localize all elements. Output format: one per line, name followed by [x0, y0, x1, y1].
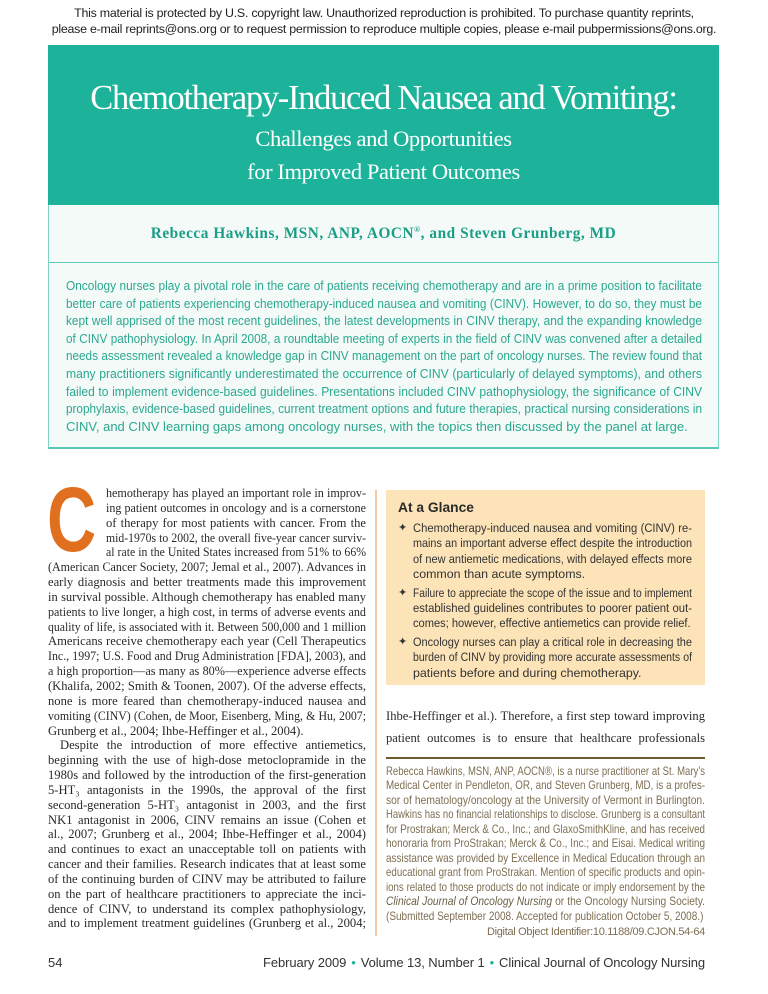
text-line: Oncology nurses can play a critical role in decreasing the [413, 635, 693, 650]
text-line: common than acute symptoms. [413, 566, 586, 581]
authors: Rebecca Hawkins, MSN, ANP, AOCN®, and Steven Grunberg, MD [150, 225, 617, 243]
text-line: Medical Center in Pendleton, OR, and Steven Grunberg, MD, is a profes- [386, 779, 706, 793]
text-line: (Khalifa, 2002; Smith & Toonen, 2007). Of the adverse effects, [48, 678, 366, 693]
bullet-icon: • [351, 955, 356, 970]
text-line: of therapy for most patients with cancer. From the [106, 515, 366, 530]
text-line: of new antiemetic medications, with delayed effects more [413, 551, 692, 566]
text-line: mid-1970s to 2002, the overall five-year cancer surviv- [106, 530, 366, 545]
bullet-icon: • [489, 955, 495, 970]
glance-bullet [398, 586, 692, 632]
text-line: al rate in the United States increased from 51% to 66% [106, 545, 367, 560]
drop-cap: C [47, 469, 97, 571]
glance-bullet [398, 521, 692, 582]
text-line: Inc., 1997; U.S. Food and Drug Administration [FDA], 2003), and [48, 649, 367, 664]
doi: Digital Object Identifier:10.1188/09.CJON.54-64 [486, 926, 705, 938]
abstract-panel [48, 205, 719, 449]
text-line: Americans receive chemotherapy each year (Cell Therapeutics [48, 634, 366, 649]
text-line: patient outcomes is to ensure that healthcare professionals [386, 731, 705, 745]
text-line: Oncology nurses play a pivotal role in the care of patients receiving chemotherapy and are in a prime position to facilitate [66, 278, 702, 293]
text-line: better care of patients experiencing chemotherapy-induced nausea and vomiting (CINV). However, to do so, they must be [66, 295, 702, 311]
text-line: comes; however, effective antiemetics can provide relief. [413, 616, 691, 631]
text-line: Failure to appreciate the scope of the issue and to implement [413, 585, 692, 600]
text-line: 1980s and followed by the introduction of the first-generation [48, 768, 366, 783]
text-line: cancer and their families. Research indicates that at least some [48, 857, 366, 872]
bio-divider [386, 757, 705, 759]
abstract [66, 277, 702, 435]
text-line: al., 2007; Grunberg et al., 2004; Ihbe-Heffinger et al., 2004) [48, 827, 366, 842]
star-bullet-icon: ✦ [398, 522, 408, 534]
running-footer: February 2009 • Volume 13, Number 1 • Clinical Journal of Oncology Nursing [263, 955, 705, 970]
text-line: CINV, and CINV learning gaps among oncology nurses, with the topics then discussed by the panel at large. [66, 418, 688, 434]
page-number: 54 [48, 955, 63, 970]
text-line: Grunberg et al., 2004; Ihbe-Heffinger et al., 2004). [48, 723, 304, 738]
text-line: (Submitted September 2008. Accepted for publication October 5, 2008.) [386, 909, 704, 923]
text-line: Ihbe-Heffinger et al.). Therefore, a first step toward improving [386, 709, 705, 723]
text-line: Hawkins has no financial relationships to disclose. Grunberg is a consultant [386, 808, 706, 822]
text-line: sor of hematology/oncology at the University of Vermont in Burlington. [386, 793, 705, 807]
text-line: Rebecca Hawkins, MSN, ANP, AOCN®, is a nurse practitioner at St. Mary’s [386, 765, 705, 778]
text-line: Clinical Journal of Oncology Nursing or the Oncology Nursing Society. [386, 895, 705, 909]
text-line: NK1 antagonist in 2006, CINV remains an issue (Cohen et [48, 812, 366, 827]
text-line: established guidelines contributes to poorer patient out- [413, 600, 692, 615]
glance-bullet [398, 635, 692, 681]
divider [49, 262, 718, 263]
text-line: patients to live longer, a high cost, in terms of adverse events and [48, 604, 366, 619]
text-line: for Prostrakan; Merck & Co., Inc.; and GlaxoSmithKline, and has received [386, 822, 705, 836]
body-right-column [386, 705, 705, 749]
text-line: educational grant from ProStrakan. Mention of specific products and opin- [386, 866, 705, 880]
text-line: second-generation 5-HT₃ antagonist in 2003, and the first [48, 797, 366, 812]
text-line: ing patient outcomes in oncology and is a cornerstone [106, 500, 367, 515]
text-line: on the part of healthcare practitioners to appreciate the inci- [48, 886, 366, 901]
text-line: ions related to those products do not indicate or imply endorsement by the [386, 880, 705, 894]
title-banner [48, 45, 719, 205]
star-bullet-icon: ✦ [398, 586, 408, 599]
text-line: assistance was provided by Excellence in Medical Education through an [386, 851, 705, 865]
text-line: hemotherapy has played an important role in improv- [106, 486, 366, 500]
star-bullet-icon: ✦ [398, 636, 408, 649]
text-line: vomiting (CINV) (Cohen, de Moor, Eisenberg, Ming, & Hu, 2007; [48, 708, 367, 723]
text-line: none is more feared than chemotherapy-induced nausea and [48, 693, 366, 708]
author-bio [386, 765, 705, 924]
column-divider [375, 490, 377, 936]
text-line: and to implement treatment guidelines (Grunberg et al., 2004; [48, 916, 366, 931]
text-line: Chemotherapy-induced nausea and vomiting (CINV) re- [413, 521, 693, 535]
text-line: and continues to exact an unacceptable toll on patients with [48, 842, 366, 857]
text-line: (American Cancer Society, 2007; Jemal et al., 2007). Advances in [48, 560, 366, 575]
body-left-column [48, 486, 366, 931]
at-a-glance-box [386, 490, 705, 685]
text-line: burden of CINV by providing more accurate assessments of [413, 650, 692, 665]
text-line: early diagnosis and better treatments made this improvement [48, 575, 366, 590]
text-line: of CINV pathophysiology. In April 2008, a roundtable meeting of experts in the field of CINV was convened after a detailed [66, 330, 702, 346]
text-line: mains an important adverse effect despite the introduction [413, 536, 692, 551]
at-a-glance-title: At a Glance [398, 500, 474, 515]
article-subtitle-line: for Improved Patient Outcomes [247, 159, 520, 184]
text-line: needs assessment revealed a knowledge gap in CINV management on the part of oncology nurses. The review found that [66, 348, 702, 364]
text-line: patients before and during chemotherapy. [413, 665, 642, 680]
text-line: of the continuing burden of CINV may be attributed to failure [48, 871, 366, 886]
text-line: quality of life, is associated with it. Between 500,000 and 1 million [48, 619, 366, 634]
article-title: Chemotherapy-Induced Nausea and Vomiting: [90, 79, 677, 117]
journal-name: Clinical Journal of Oncology Nursing [386, 895, 553, 909]
text-line: dence of CINV, to understand its complex pathophysiology, [48, 901, 366, 916]
article-subtitle-line: Challenges and Opportunities [255, 126, 512, 151]
text-line: in survival possible. Although chemotherapy has enabled many [48, 589, 366, 604]
text-line: beginning with the use of high-dose metoclopramide in the [48, 753, 366, 768]
text-line: many practitioners significantly underestimated the occurrence of CINV (particularly of delayed symptoms), and others [66, 365, 702, 381]
text-line: honoraria from ProStrakan; Merck & Co., Inc.; and Eisai. Medical writing [386, 837, 706, 851]
text-line: failed to implement evidence-based guidelines. Presentations included CINV pathophysiology, the significance of CINV [66, 383, 702, 399]
text-line: prophylaxis, evidence-based guidelines, current treatment options and future therapies, practical nursing considerations in [66, 401, 703, 417]
text-line: Despite the introduction of more effective antiemetics, [60, 738, 366, 753]
text-line: a high proportion—as many as 80%—experience adverse effects [48, 664, 367, 679]
copyright-notice: This material is protected by U.S. copyright law. Unauthorized reproduction is prohibited. To purchase quantity reprints, please e-mail reprints@ons.org or to request permission to reproduce multiple copies, please e-mail pubpermissions@ons.org. [51, 6, 717, 36]
text-line: kept well apprised of the most recent guidelines, the latest developments in CINV therapy, and the expanding knowledge [66, 313, 702, 329]
text-line: 5-HT₃ antagonists in the 1990s, the approval of the first [48, 782, 366, 797]
